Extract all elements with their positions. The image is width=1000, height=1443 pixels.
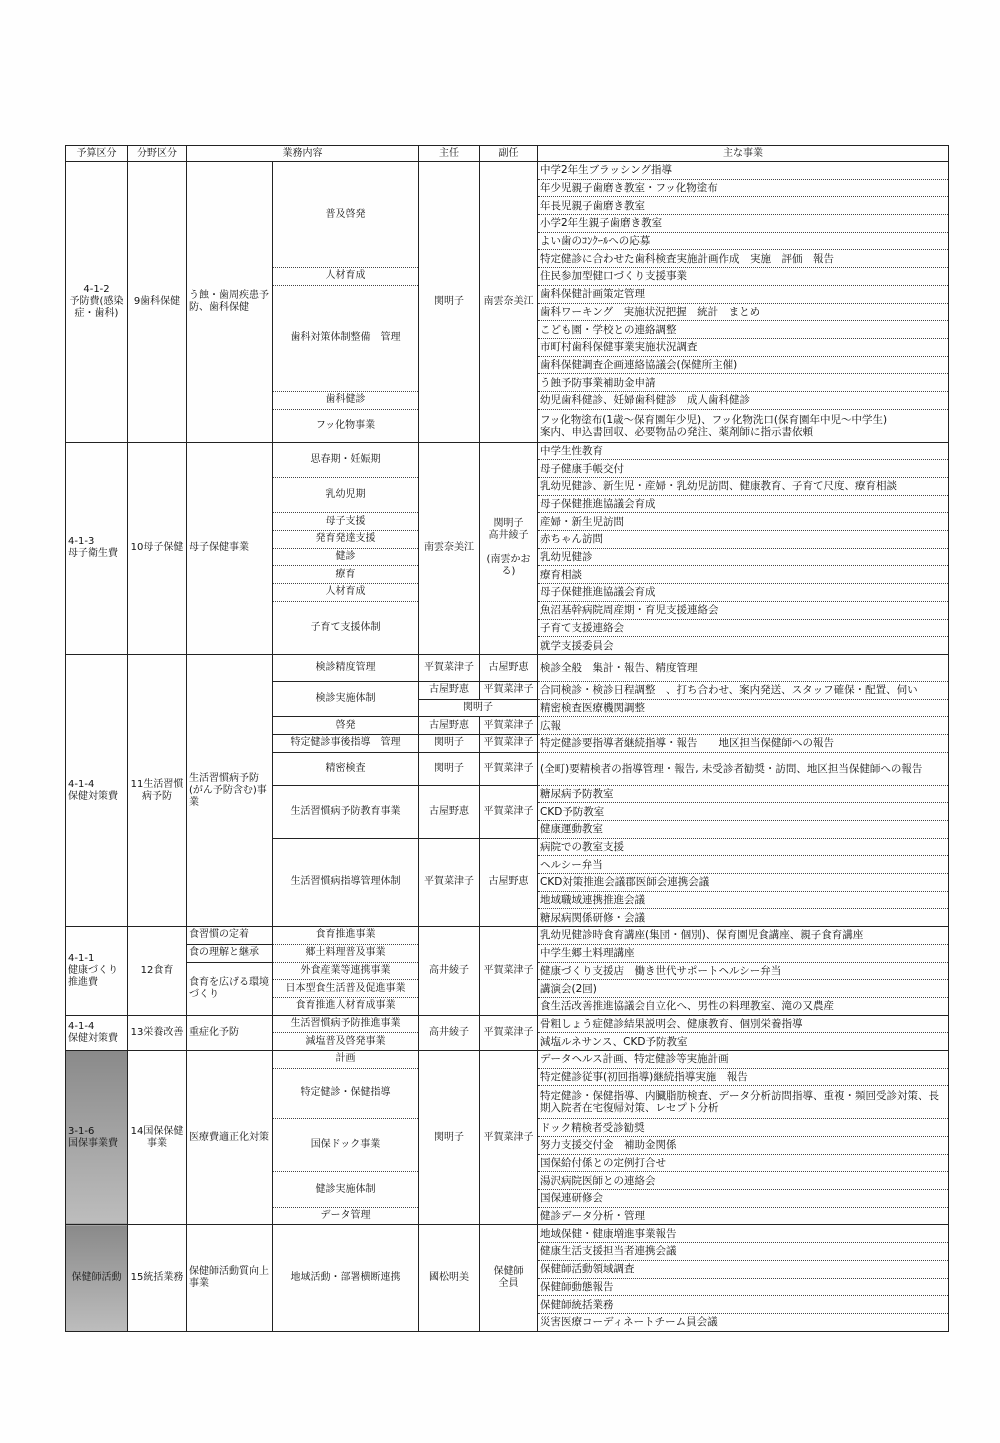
item-cell: ヘルシー弁当: [538, 856, 949, 874]
item-cell: 母子健康手帳交付: [538, 460, 949, 478]
budget-cell: [66, 162, 128, 443]
chief-cell: 関明子: [419, 752, 480, 785]
item-cell: 赤ちゃん訪問: [538, 531, 949, 549]
deputy-name: 高井綾子: [488, 530, 529, 542]
task-cell: 啓発: [273, 717, 419, 735]
item-cell: 歯科保健調査企画連絡協議会(保健所主催): [538, 356, 949, 374]
chief-cell: 平賀菜津子: [419, 838, 480, 926]
item-cell: 保健師統括業務: [538, 1296, 949, 1314]
deputy-name: 関明子: [493, 518, 524, 530]
task-cell: 思春期・妊娠期: [273, 442, 419, 477]
duty-assignment-table: [65, 145, 949, 1332]
task-cell: 生活習慣病予防教育事業: [273, 785, 419, 838]
work-cell: 母子保健事業: [187, 442, 273, 654]
task-cell: 地域活動・部署横断連携: [273, 1225, 419, 1331]
task-cell: 母子支援: [273, 513, 419, 531]
deputy-cell: 平賀菜津子: [480, 785, 538, 838]
item-cell: 湯沢病院医師との連絡会: [538, 1172, 949, 1190]
header-field: 分野区分: [128, 146, 187, 162]
task-cell: 療育: [273, 566, 419, 584]
chief-cell: 関明子: [419, 1050, 480, 1225]
item-cell: CKD対策推進会議郡医師会連携会議: [538, 874, 949, 892]
aim-cell: 食の理解と継承: [187, 944, 273, 962]
field-cell: 11生活習慣病予防: [128, 654, 187, 926]
budget-name: 保健対策費: [68, 790, 118, 802]
chief-cell: 南雲奈美江: [419, 442, 480, 654]
deputy-cell: 平賀菜津子: [480, 717, 538, 735]
table-row: [66, 442, 949, 460]
table-row: [66, 162, 949, 180]
aim-cell: 食習慣の定着: [187, 927, 273, 945]
budget-cell: 保健師活動: [66, 1225, 128, 1331]
task-cell: 子育て支援体制: [273, 601, 419, 654]
item-cell: 広報: [538, 717, 949, 735]
budget-cell: [66, 1015, 128, 1050]
deputy-cell: 古屋野恵: [480, 838, 538, 926]
field-cell: 14国保保健事業: [128, 1050, 187, 1225]
task-cell: 計画: [273, 1050, 419, 1068]
header-deputy: 副任: [480, 146, 538, 162]
field-cell: 12食育: [128, 927, 187, 1015]
deputy-cell: 平賀菜津子: [480, 1015, 538, 1050]
budget-code: 4-1-4: [68, 778, 95, 790]
item-cell: 精密検査医療機関調整: [538, 699, 949, 717]
budget-name: 予防費(感染症・歯科): [69, 295, 124, 319]
task-cell: 健診実施体制: [273, 1172, 419, 1207]
item-cell: 骨粗しょう症健診結果説明会、健康教育、個別栄養指導: [538, 1015, 949, 1033]
item-cell: 糖尿病予防教室: [538, 785, 949, 803]
field-cell: 10母子保健: [128, 442, 187, 654]
item-cell: 子育て支援連絡会: [538, 619, 949, 637]
item-cell: 健診データ分析・管理: [538, 1207, 949, 1225]
task-cell: 減塩普及啓発事業: [273, 1033, 419, 1051]
task-cell: 検診実施体制: [273, 681, 419, 716]
work-cell: 生活習慣病予防(がん予防含む)事業: [187, 654, 273, 926]
budget-cell: [66, 442, 128, 654]
budget-name: 健康づくり推進費: [68, 964, 118, 988]
table-row: [66, 1225, 949, 1243]
deputy-cell: 保健師 全員: [480, 1225, 538, 1331]
deputy-cell: 平賀菜津子: [480, 752, 538, 785]
item-cell: よい歯のｺﾝｸｰﾙへの応募: [538, 232, 949, 250]
header-budget: 予算区分: [66, 146, 128, 162]
deputy-cell: [480, 442, 538, 654]
item-cell: 小学2年生親子歯磨き教室: [538, 215, 949, 233]
budget-cell: [66, 1050, 128, 1225]
item-cell: 特定健診に合わせた歯科検査実施計画作成 実施 評価 報告: [538, 250, 949, 268]
deputy-cell: 南雲奈美江: [480, 162, 538, 443]
item-cell: こども園・学校との連絡調整: [538, 321, 949, 339]
deputy-cell: 平賀菜津子: [480, 927, 538, 1015]
work-cell: 重症化予防: [187, 1015, 273, 1050]
chief-cell: 平賀菜津子: [419, 654, 480, 681]
header-chief: 主任: [419, 146, 480, 162]
item-cell: 歯科ワーキング 実施状況把握 統計 まとめ: [538, 303, 949, 321]
budget-code: 4-1-4: [68, 1020, 95, 1032]
item-cell: 地域職域連携推進会議: [538, 891, 949, 909]
item-cell: 年少児親子歯磨き教室・フッ化物塗布: [538, 179, 949, 197]
item-cell: 健康運動教室: [538, 821, 949, 839]
item-cell: 魚沼基幹病院周産期・育児支援連絡会: [538, 601, 949, 619]
item-cell: フッ化物塗布(1歳～保育園年少児)、フッ化物洗口(保育園年中児～中学生) 案内、申込書回収、必要物品の発注、薬剤師に指示書依頼: [538, 409, 949, 442]
item-cell: 母子保健推進協議会育成: [538, 584, 949, 602]
chief-cell: 國松明美: [419, 1225, 480, 1331]
item-cell: 努力支援交付金 補助金関係: [538, 1137, 949, 1155]
item-cell: 住民参加型健口づくり支援事業: [538, 268, 949, 286]
item-cell: 病院での教室支援: [538, 838, 949, 856]
task-cell: 日本型食生活普及促進事業: [273, 980, 419, 998]
field-cell: 9歯科保健: [128, 162, 187, 443]
chief-cell: 古屋野恵: [419, 681, 480, 699]
item-cell: 国保連研修会: [538, 1190, 949, 1208]
chief-cell: 高井綾子: [419, 927, 480, 1015]
field-cell: 15統括業務: [128, 1225, 187, 1331]
item-cell: 特定健診従事(初回指導)継続指導実施 報告: [538, 1068, 949, 1086]
budget-cell: [66, 654, 128, 926]
task-cell: 普及啓発: [273, 162, 419, 268]
item-cell: 講演会(2回): [538, 980, 949, 998]
task-cell: フッ化物事業: [273, 409, 419, 442]
item-cell: データヘルス計画、特定健診等実施計画: [538, 1050, 949, 1068]
item-cell: 健康づくり支援店 働き世代サポートヘルシー弁当: [538, 962, 949, 980]
item-cell: 食生活改善推進協議会自立化へ、男性の料理教室、滝の又農産: [538, 997, 949, 1015]
task-cell: 生活習慣病予防推進事業: [273, 1015, 419, 1033]
item-cell: 減塩ルネサンス、CKD予防教室: [538, 1033, 949, 1051]
task-cell: 検診精度管理: [273, 654, 419, 681]
item-cell: 就学支援委員会: [538, 637, 949, 655]
chief-cell: 関明子: [419, 162, 480, 443]
task-cell: 食育推進人材育成事業: [273, 997, 419, 1015]
header-work: 業務内容: [187, 146, 419, 162]
item-cell: 特定健診・保健指導、内臓脂肪検査、データ分析訪問指導、重複・頻回受診対策、長期入院者在宅復帰対策、レセプト分析: [538, 1086, 949, 1119]
task-cell: 人材育成: [273, 268, 419, 286]
chief-cell: 古屋野恵: [419, 785, 480, 838]
budget-code: 4-1-2: [83, 283, 110, 295]
deputy-cell: 平賀菜津子: [480, 1050, 538, 1225]
deputy-cell: 平賀菜津子: [480, 681, 538, 699]
item-cell: 糖尿病関係研修・会議: [538, 909, 949, 927]
deputy-note: (南雲かおる): [486, 554, 531, 578]
task-cell: 精密検査: [273, 752, 419, 785]
task-cell: 健診: [273, 548, 419, 566]
item-cell: 幼児歯科健診、妊婦歯科健診 成人歯科健診: [538, 391, 949, 409]
item-cell: 中学2年生ブラッシング指導: [538, 162, 949, 180]
item-cell: 歯科保健計画策定管理: [538, 285, 949, 303]
chief-cell: 古屋野恵: [419, 717, 480, 735]
item-cell: 検診全般 集計・報告、精度管理: [538, 654, 949, 681]
table-row: [66, 1015, 949, 1033]
work-cell: 医療費適正化対策: [187, 1050, 273, 1225]
budget-code: 4-1-3: [68, 536, 95, 548]
task-cell: 特定健診事後指導 管理: [273, 734, 419, 752]
item-cell: CKD予防教室: [538, 803, 949, 821]
item-cell: 合同検診・検診日程調整 、打ち合わせ、案内発送、スタッフ確保・配置、伺い: [538, 681, 949, 699]
work-cell: 保健師活動質向上事業: [187, 1225, 273, 1331]
item-cell: 保健師動態報告: [538, 1278, 949, 1296]
task-cell: 歯科対策体制整備 管理: [273, 285, 419, 391]
task-cell: 人材育成: [273, 584, 419, 602]
budget-code: 4-1-1: [68, 952, 95, 964]
chief-cell: 高井綾子: [419, 1015, 480, 1050]
item-cell: 母子保健推進協議会育成: [538, 495, 949, 513]
item-cell: 中学生郷土料理講座: [538, 944, 949, 962]
deputy-cell: 平賀菜津子: [480, 734, 538, 752]
header-row: [66, 146, 949, 162]
budget-cell: [66, 927, 128, 1015]
task-cell: 特定健診・保健指導: [273, 1068, 419, 1119]
item-cell: 療育相談: [538, 566, 949, 584]
budget-name: 母子衛生費: [68, 548, 118, 560]
deputy-cell: 古屋野恵: [480, 654, 538, 681]
item-cell: 市町村歯科保健事業実施状況調査: [538, 338, 949, 356]
aim-cell: 食育を広げる環境づくり: [187, 962, 273, 1015]
item-cell: 産婦・新生児訪問: [538, 513, 949, 531]
task-cell: 外食産業等連携事業: [273, 962, 419, 980]
budget-name: 保健対策費: [68, 1032, 118, 1044]
work-cell: う蝕・歯周疾患予防、歯科保健: [187, 162, 273, 443]
chief-cell: 関明子: [419, 699, 538, 717]
item-cell: 地域保健・健康増進事業報告: [538, 1225, 949, 1243]
item-cell: 災害医療コーディネートチーム員会議: [538, 1313, 949, 1331]
header-main: 主な事業: [538, 146, 949, 162]
item-cell: 年長児親子歯磨き教室: [538, 197, 949, 215]
task-cell: 生活習慣病指導管理体制: [273, 838, 419, 926]
item-cell: 特定健診要指導者継続指導・報告 地区担当保健師への報告: [538, 734, 949, 752]
budget-name: 国保事業費: [68, 1137, 118, 1149]
item-cell: 保健師活動領域調査: [538, 1260, 949, 1278]
item-cell: ドック精検者受診勧奨: [538, 1119, 949, 1137]
table-row: [66, 654, 949, 681]
item-cell: 国保給付係との定例打合せ: [538, 1154, 949, 1172]
task-cell: 乳幼児期: [273, 478, 419, 513]
task-cell: 食育推進事業: [273, 927, 419, 945]
item-cell: 乳幼児健診時食育講座(集団・個別)、保育園児食講座、親子食育講座: [538, 927, 949, 945]
item-cell: 乳幼児健診、新生児・産婦・乳幼児訪問、健康教育、子育て尺度、療育相談: [538, 478, 949, 496]
item-cell: 健康生活支援担当者連携会議: [538, 1243, 949, 1261]
task-cell: 発育発達支援: [273, 531, 419, 549]
task-cell: データ管理: [273, 1207, 419, 1225]
chief-cell: 関明子: [419, 734, 480, 752]
table-row: [66, 927, 949, 945]
task-cell: 国保ドック事業: [273, 1119, 419, 1172]
item-cell: 乳幼児健診: [538, 548, 949, 566]
item-cell: う蝕予防事業補助金申請: [538, 374, 949, 392]
item-cell: (全町)要精検者の指導管理・報告, 未受診者勧奨・訪問、地区担当保健師への報告: [538, 752, 949, 785]
task-cell: 郷土料理普及事業: [273, 944, 419, 962]
task-cell: 歯科健診: [273, 391, 419, 409]
field-cell: 13栄養改善: [128, 1015, 187, 1050]
budget-code: 3-1-6: [68, 1125, 95, 1137]
table-row: [66, 1050, 949, 1068]
item-cell: 中学生性教育: [538, 442, 949, 460]
